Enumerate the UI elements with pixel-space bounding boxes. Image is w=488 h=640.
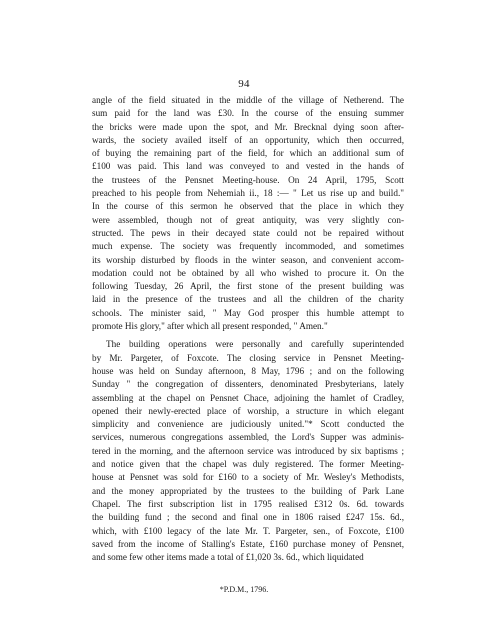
text-line: of buying the remaining part of the field, for which an additional sum of [92,148,404,159]
text-line: the bricks were made upon the spot, and Mr. Brecknal dying soon after- [92,121,404,132]
text-line: sum paid for the land was £30. In the course of the ensuing summer [92,108,404,119]
text-line: much expense. The society was frequently incommoded, and sometimes [92,241,404,252]
text-line: following Tuesday, 26 April, the first stone of the present building was [92,281,404,292]
text-line: the building fund ; the second and final one in 1806 raised £247 15s. 6d., [92,512,404,523]
text-line: In the course of this sermon he observed that the place in which they [92,201,404,212]
footnote: *P.D.M., 1796. [219,585,269,594]
text-line: opened their newly-erected place of worship, a structure in which elegant [92,405,404,416]
text-line: and some few other items made a total of £1,020 3s. 6d., which liquidated [92,552,364,563]
text-line: schools. The minister said, " May God prosper this humble attempt to [92,307,404,318]
text-line: assembling at the chapel on Pensnet Chace, adjoining the hamlet of Cradley, [92,392,404,403]
text-line: The building operations were personally and carefully superintended [106,339,404,350]
text-line: promote His glory," after which all present responded, " Amen." [92,321,328,332]
text-line: were assembled, though not of great antiquity, was very slightly con- [92,214,404,225]
text-line: £100 was paid. This land was conveyed to and vested in the hands of [92,161,404,172]
text-line: and the money appropriated by the trustees to the building of Park Lane [92,485,404,496]
body-text [92,94,404,564]
text-line: and notice given that the chapel was duly registered. The former Meeting- [92,459,404,470]
text-line: preached to his people from Nehemiah ii., 18 :— " Let us rise up and build." [92,188,404,199]
text-line: which, with £100 legacy of the late Mr. T. Pargeter, sen., of Foxcote, £100 [92,525,404,536]
text-line: angle of the field situated in the middle of the village of Netherend. The [92,95,404,105]
text-line: services, numerous congregations assembled, the Lord's Supper was adminis- [92,432,404,443]
text-line: tered in the morning, and the afternoon service was introduced by six baptisms ; [92,445,404,456]
text-line: wards, the society availed itself of an opportunity, which then occurred, [92,134,404,145]
text-line: Chapel. The first subscription list in 1795 realised £312 0s. 6d. towards [92,498,404,509]
paragraph-2 [92,338,404,564]
text-line: by Mr. Pargeter, of Foxcote. The closing service in Pensnet Meeting- [92,352,404,363]
text-line: house was held on Sunday afternoon, 8 May, 1796 ; and on the following [92,365,404,376]
text-line: structed. The pews in their decayed state could not be repaired without [92,227,404,238]
page-number: 94 [238,78,250,90]
text-line: simplicity and convenience are judiciously united."* Scott conducted the [92,419,404,430]
text-line: laid in the presence of the trustees and all the children of the charity [92,294,404,305]
text-line: its worship disturbed by floods in the winter season, and convenient accom- [92,254,404,265]
text-line: house at Pensnet was sold for £160 to a society of Mr. Wesley's Methodists, [92,472,404,483]
text-line: modation could not be obtained by all who wished to procure it. On the [92,267,404,278]
text-line: Sunday " the congregation of dissenters, denominated Presbyterians, lately [92,379,404,390]
text-line: saved from the income of Stalling's Estate, £160 purchase money of Pensnet, [92,538,404,549]
paragraph-1 [92,94,404,333]
text-line: the trustees of the Pensnet Meeting-house. On 24 April, 1795, Scott [92,174,404,185]
